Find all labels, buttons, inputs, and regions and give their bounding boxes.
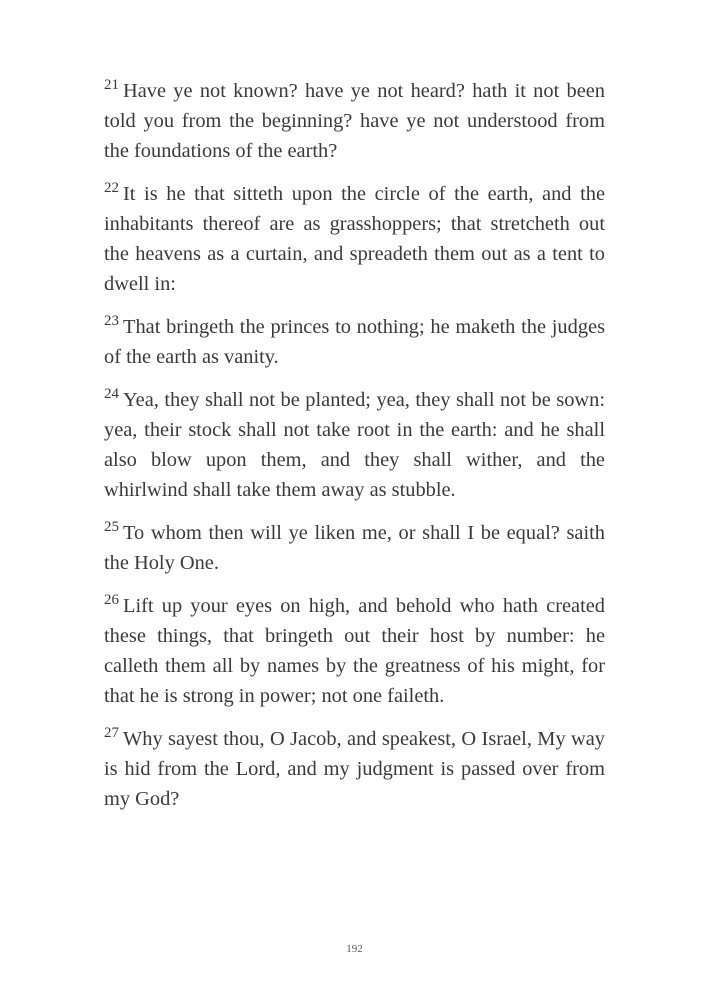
- verse-21: [104, 76, 605, 166]
- verse-number: 27: [104, 724, 119, 741]
- verse-number: 26: [104, 591, 119, 608]
- verse-number: 25: [104, 518, 119, 535]
- verse-text: To whom then will ye liken me, or shall I be equal? saith the Holy One.: [104, 522, 605, 574]
- verse-26: [104, 591, 605, 711]
- verse-22: [104, 179, 605, 299]
- verse-text: Yea, they shall not be planted; yea, they shall not be sown: yea, their stock shall not take root in the earth: and he shall also blow upon them, and they shall wither, and the whirlwind shall take them away as stubble.: [104, 389, 605, 501]
- page-number: 192: [346, 943, 363, 955]
- verse-text: Why sayest thou, O Jacob, and speakest, O Israel, My way is hid from the Lord, and my judgment is passed over from my God?: [104, 728, 605, 810]
- verse-text: Have ye not known? have ye not heard? hath it not been told you from the beginning? have ye not understood from the foundations of the earth?: [104, 80, 605, 162]
- verse-number: 21: [104, 76, 119, 93]
- verse-number: 24: [104, 385, 119, 402]
- page-body: [104, 76, 605, 827]
- verse-25: [104, 518, 605, 578]
- verse-number: 22: [104, 179, 119, 196]
- verse-text: Lift up your eyes on high, and behold who hath created these things, that bringeth out their host by number: he calleth them all by names by the greatness of his might, for that he is strong in power; not one faileth.: [104, 595, 605, 707]
- verse-27: [104, 724, 605, 814]
- verse-23: [104, 312, 605, 372]
- verse-text: That bringeth the princes to nothing; he maketh the judges of the earth as vanity.: [104, 316, 605, 368]
- verse-text: It is he that sitteth upon the circle of the earth, and the inhabitants thereof are as grasshoppers; that stretcheth out the heavens as a curtain, and spreadeth them out as a tent to dwell in:: [104, 183, 605, 295]
- verse-24: [104, 385, 605, 505]
- verse-number: 23: [104, 312, 119, 329]
